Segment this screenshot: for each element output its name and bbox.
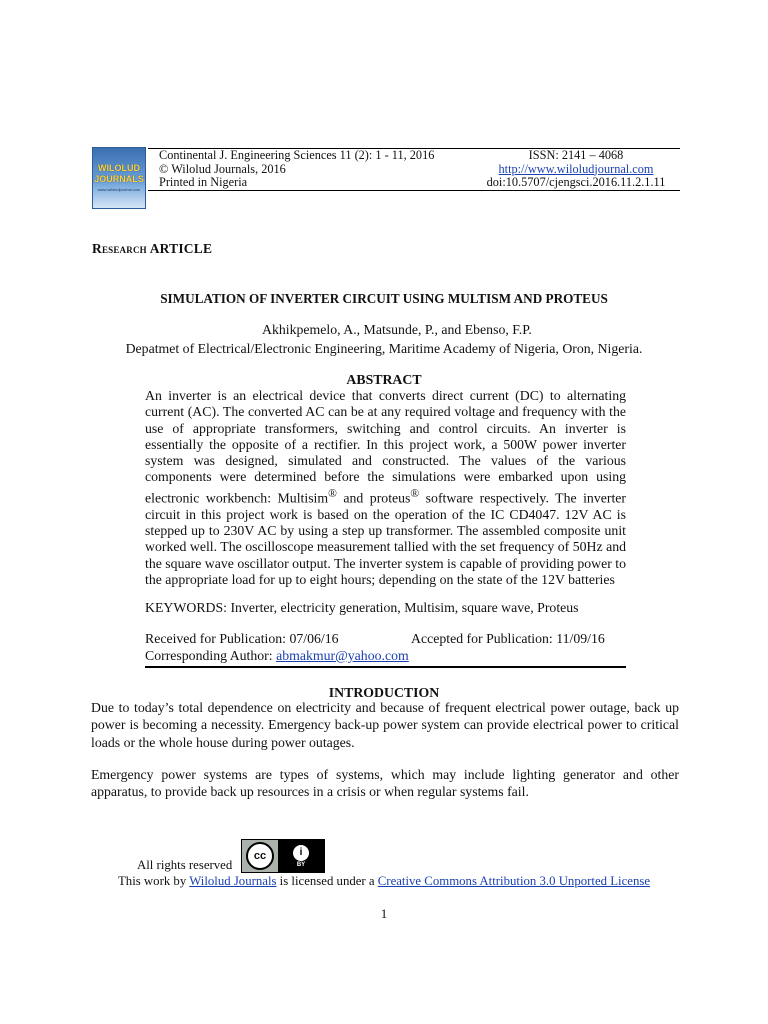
abstract-body: [145, 388, 626, 588]
authors: Akhikpemelo, A., Matsunde, P., and Ebenso, F.P.: [262, 322, 532, 337]
corresponding-label: Corresponding Author:: [145, 648, 277, 663]
article-type-rest: ARTICLE: [146, 241, 213, 256]
logo-url-text: www.wiloludjournal.com: [97, 187, 141, 192]
abstract-text-a: An inverter is an electrical device that converts direct current (DC) to alternating current (AC). The converted AC can be at any required voltage and frequency with the use of appropriate transformers, switching and control circuits. An inverter is essentially the opposite of a rectifier. In this project work, a 500W power inverter system was designed, simulated and constructed. The values of the various components were determined before the simulations were embarked upon using electronic workbench: Multisim: [145, 388, 626, 506]
by-label: BY: [296, 861, 306, 868]
article-type-smallcaps: Research: [92, 241, 147, 256]
abstract-text-c: software respectively. The inverter circuit in this project work is based on the operation of the IC CD4047. 12V AC is stepped up to 230V AC by using a step up transformer. The assembled composite unit worked well. The oscilloscope measurement tallied with the set frequency of 50Hz and the square wave oscillator output. The inverter system is capable of providing power to the appropriate load for up to eight hours; depending on the state of the 12V batteries: [145, 490, 626, 587]
article-type: [92, 241, 212, 257]
introduction-heading: INTRODUCTION: [328, 685, 440, 700]
cc-license-link[interactable]: Creative Commons Attribution 3.0 Unported License: [377, 874, 651, 888]
doi-line: doi:10.5707/cjengsci.2016.11.2.1.11: [486, 175, 666, 189]
corresponding-author: [145, 648, 409, 664]
header-rule-bottom: [148, 190, 680, 191]
cc-badge-right: [278, 840, 324, 872]
logo-top-text: WILOLUD: [98, 163, 140, 173]
affiliation: Depatmet of Electrical/Electronic Engineering, Maritime Academy of Nigeria, Oron, Nigeria.: [125, 341, 643, 356]
article-title: SIMULATION OF INVERTER CIRCUIT USING MULTISM AND PROTEUS: [160, 291, 608, 306]
journal-logo: [92, 147, 146, 209]
cc-badge-left: [242, 840, 278, 872]
rights-reserved: All rights reserved: [137, 858, 233, 872]
header-left: [159, 149, 434, 190]
journal-citation: Continental J. Engineering Sciences 11 (2): 1 - 11, 2016: [159, 148, 435, 162]
registered-mark-1: ®: [328, 487, 337, 500]
intro-paragraph-1: Due to today’s total dependence on electricity and because of frequent electrical power outage, back up power is becoming a necessity. Emergency back-up power system can provide electrical power to critical loads or the whole house during power outages.: [91, 700, 679, 750]
accepted-date: Accepted for Publication: 11/09/16: [411, 631, 605, 646]
cc-icon: cc: [246, 842, 274, 870]
registered-mark-2: ®: [410, 487, 420, 500]
cc-by-badge[interactable]: [241, 839, 325, 873]
header-right: [472, 149, 680, 190]
wilolud-journals-link[interactable]: Wilolud Journals: [189, 874, 277, 888]
abstract-text-b: and proteus: [336, 490, 411, 506]
copyright-line: © Wilolud Journals, 2016: [159, 161, 286, 176]
license-line: [0, 874, 768, 889]
attribution-icon: i: [293, 845, 309, 861]
abstract-heading: ABSTRACT: [346, 372, 422, 387]
printed-line: Printed in Nigeria: [159, 175, 248, 189]
license-text-b: is licensed under a: [276, 874, 378, 888]
license-text-a: This work by: [117, 874, 190, 888]
issn-line: ISSN: 2141 – 4068: [528, 148, 624, 162]
page-number: 1: [380, 906, 388, 921]
logo-bottom-text: JOURNALS: [94, 174, 144, 184]
journal-url-link[interactable]: http://www.wiloludjournal.com: [498, 161, 654, 176]
author-email-link[interactable]: abmakmur@yahoo.com: [276, 648, 409, 663]
section-rule: [145, 666, 626, 668]
keywords: KEYWORDS: Inverter, electricity generation, Multisim, square wave, Proteus: [145, 600, 579, 615]
received-date: Received for Publication: 07/06/16: [145, 631, 339, 646]
intro-paragraph-2: Emergency power systems are types of systems, which may include lighting generator and other apparatus, to provide back up resources in a crisis or when regular systems fail.: [91, 767, 679, 800]
